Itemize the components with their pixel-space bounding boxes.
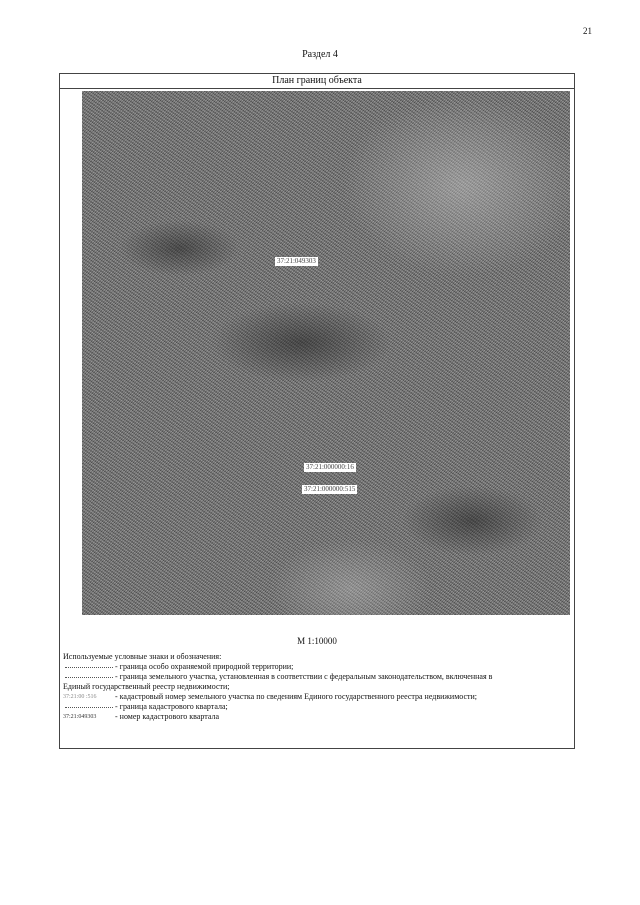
cadastral-quarter-label: 37:21:049303 xyxy=(277,257,316,265)
satellite-map xyxy=(82,91,570,615)
legend-item xyxy=(63,662,571,672)
plan-title: План границ объекта xyxy=(60,74,574,89)
section-title: Раздел 4 xyxy=(302,49,338,60)
dotted-line-symbol xyxy=(63,672,115,682)
legend-heading: Используемые условные знаки и обозначения: xyxy=(63,652,222,661)
legend-text: - кадастровый номер земельного участка по сведениям Единого государственного реестра недвижимости; xyxy=(115,692,478,701)
parcel-label: 37:21:000000:16 xyxy=(306,463,354,471)
parcel-label: 37:21:000000:515 xyxy=(304,485,356,493)
legend-item xyxy=(63,712,571,722)
cadastral-number-symbol: 37:21:00 :516 xyxy=(63,694,97,700)
legend-item xyxy=(63,672,571,682)
legend-item xyxy=(63,702,571,712)
quarter-number-symbol: 37:21:049303 xyxy=(63,714,97,720)
dotted-line-symbol xyxy=(63,662,115,672)
map-scale: М 1:10000 xyxy=(297,636,337,646)
dotted-line-symbol xyxy=(63,702,115,712)
legend xyxy=(63,652,571,722)
legend-text: - граница земельного участка, установленная в соответствии с федеральным законодательством, включенная в xyxy=(115,672,493,681)
legend-continuation: Единый государственный реестр недвижимости; xyxy=(63,682,230,691)
page-number: 21 xyxy=(583,26,592,36)
plan-frame xyxy=(59,73,575,749)
legend-text: - номер кадастрового квартала xyxy=(115,712,220,721)
legend-item xyxy=(63,692,571,702)
legend-text: - граница кадастрового квартала; xyxy=(115,702,228,711)
legend-text: - граница особо охраняемой природной территории; xyxy=(115,662,294,671)
